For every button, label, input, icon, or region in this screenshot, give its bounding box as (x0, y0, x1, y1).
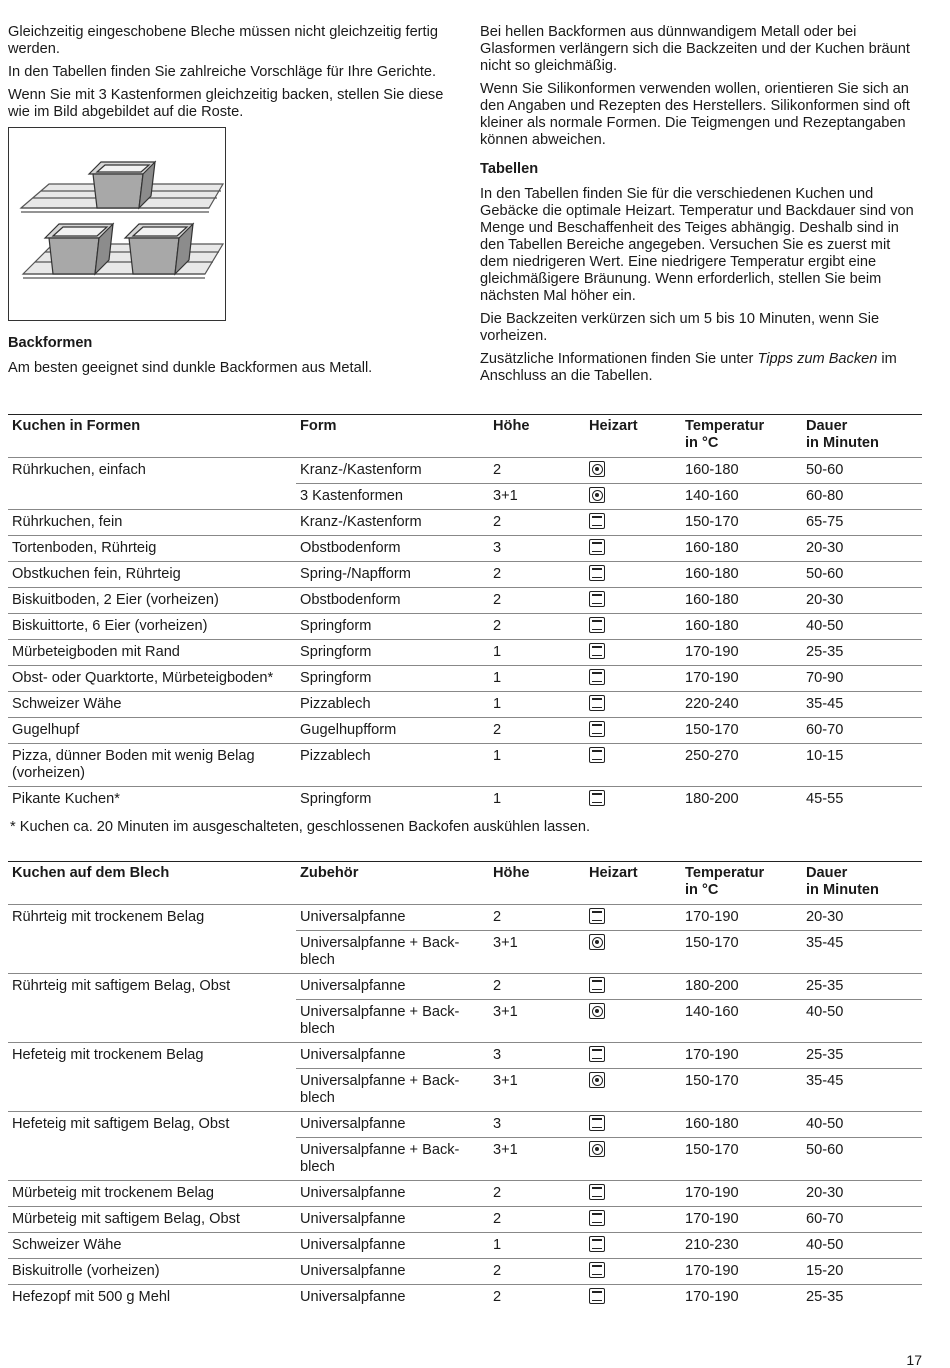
table-row (8, 1181, 922, 1207)
cell-form: Universalpfanne (296, 1181, 489, 1207)
cell-form: Springform (296, 787, 489, 813)
cell-item: Pikante Kuchen* (8, 787, 296, 813)
cell-form: Universalpfanne (296, 905, 489, 931)
right-paragraph-4: Die Backzeiten verkürzen sich um 5 bis 10 Minuten, wenn Sie vorheizen. (480, 311, 880, 344)
cell-dauer: 25-35 (802, 1043, 922, 1069)
cell-heizart (585, 614, 681, 640)
table-row (8, 536, 922, 562)
cell-hoehe: 1 (489, 1233, 585, 1259)
hot-air-icon (589, 934, 605, 950)
cell-temperatur: 250-270 (681, 744, 802, 787)
cell-dauer: 60-70 (802, 718, 922, 744)
cell-hoehe: 2 (489, 1285, 585, 1311)
top-bottom-heat-icon (589, 977, 605, 993)
cell-temperatur: 170-190 (681, 1181, 802, 1207)
kuchen-auf-dem-blech-table (8, 861, 922, 1310)
cell-hoehe: 3+1 (489, 484, 585, 510)
cell-temperatur: 150-170 (681, 931, 802, 974)
cell-form: Springform (296, 666, 489, 692)
cell-temperatur: 140-160 (681, 1000, 802, 1043)
cell-temperatur: 160-180 (681, 562, 802, 588)
cell-hoehe: 3 (489, 1112, 585, 1138)
table-row (8, 1285, 922, 1311)
cell-heizart (585, 974, 681, 1000)
cell-temperatur: 210-230 (681, 1233, 802, 1259)
cell-form: Universalpfanne (296, 1259, 489, 1285)
cell-dauer: 65-75 (802, 510, 922, 536)
cell-form: Universalpfanne (296, 1233, 489, 1259)
cell-dauer: 10-15 (802, 744, 922, 787)
cell-dauer: 40-50 (802, 1112, 922, 1138)
table-row (8, 614, 922, 640)
cell-dauer: 40-50 (802, 1000, 922, 1043)
cell-form: 3 Kastenformen (296, 484, 489, 510)
cell-hoehe: 2 (489, 1259, 585, 1285)
top-bottom-heat-icon (589, 908, 605, 924)
top-bottom-heat-icon (589, 747, 605, 763)
cell-form: Pizzablech (296, 744, 489, 787)
cell-hoehe: 3+1 (489, 1069, 585, 1112)
cell-heizart (585, 744, 681, 787)
top-bottom-heat-icon (589, 790, 605, 806)
backformen-heading: Backformen (8, 335, 93, 351)
cell-heizart (585, 1259, 681, 1285)
cell-form: Universalpfanne (296, 1285, 489, 1311)
header-dauer: Dauer in Minuten (802, 415, 922, 458)
cell-dauer: 70-90 (802, 666, 922, 692)
cell-temperatur: 170-190 (681, 1285, 802, 1311)
cell-item: Hefeteig mit saftigem Belag, Obst (8, 1112, 296, 1138)
right-paragraph-5: Zusätzliche Informationen finden Sie unter Tipps zum Backen im Anschluss an die Tabellen. (480, 351, 897, 384)
cell-heizart (585, 458, 681, 484)
tips-reference: Tipps zum Backen (757, 351, 878, 367)
header-form: Form (296, 415, 489, 458)
cell-dauer: 20-30 (802, 1181, 922, 1207)
cell-dauer: 25-35 (802, 1285, 922, 1311)
cell-form: Pizzablech (296, 692, 489, 718)
cell-form: Universalpfanne (296, 974, 489, 1000)
cell-hoehe: 2 (489, 1181, 585, 1207)
header-zubehoer: Zubehör (296, 862, 489, 905)
table-row (8, 1259, 922, 1285)
cell-form: Springform (296, 640, 489, 666)
cell-hoehe: 3+1 (489, 1138, 585, 1181)
header-temperatur: Temperatur in °C (681, 862, 802, 905)
table-row (8, 974, 922, 1000)
cell-form: Universalpfanne + Backblech (296, 1138, 489, 1181)
table-row (8, 588, 922, 614)
cell-item: Schweizer Wähe (8, 692, 296, 718)
cell-form: Universalpfanne (296, 1112, 489, 1138)
table-header-row (8, 862, 922, 905)
page-number: 17 (906, 1352, 922, 1368)
cell-temperatur: 170-190 (681, 1043, 802, 1069)
cell-heizart (585, 787, 681, 813)
cell-item: Pizza, dünner Boden mit wenig Belag (vorheizen) (8, 744, 296, 787)
cell-hoehe: 2 (489, 458, 585, 484)
cell-form: Obstbodenform (296, 536, 489, 562)
cell-heizart (585, 666, 681, 692)
cell-heizart (585, 1000, 681, 1043)
cell-item (8, 931, 296, 974)
intro-paragraph-1: Gleichzeitig eingeschobene Bleche müssen nicht gleichzeitig fertig werden. (8, 24, 438, 57)
cell-item: Biskuitboden, 2 Eier (vorheizen) (8, 588, 296, 614)
cell-form: Universalpfanne + Backblech (296, 1000, 489, 1043)
hot-air-icon (589, 461, 605, 477)
hot-air-icon (589, 1141, 605, 1157)
cell-temperatur: 150-170 (681, 1138, 802, 1181)
cell-item: Mürbeteig mit saftigem Belag, Obst (8, 1207, 296, 1233)
top-bottom-heat-icon (589, 1184, 605, 1200)
cell-item: Biskuitrolle (vorheizen) (8, 1259, 296, 1285)
cell-dauer: 50-60 (802, 562, 922, 588)
top-bottom-heat-icon (589, 591, 605, 607)
cell-heizart (585, 1181, 681, 1207)
right-paragraph-1: Bei hellen Backformen aus dünnwandigem Metall oder bei Glasformen verlängern sich die Backzeiten und der Kuchen bräunt nicht so gleichmäßig. (480, 24, 910, 74)
table-row (8, 787, 922, 813)
cell-temperatur: 170-190 (681, 640, 802, 666)
cell-temperatur: 170-190 (681, 1207, 802, 1233)
cell-temperatur: 170-190 (681, 1259, 802, 1285)
cell-item: Obstkuchen fein, Rührteig (8, 562, 296, 588)
top-bottom-heat-icon (589, 565, 605, 581)
top-bottom-heat-icon (589, 1262, 605, 1278)
table-header-row (8, 415, 922, 458)
cell-heizart (585, 1138, 681, 1181)
cell-temperatur: 170-190 (681, 666, 802, 692)
table-row (8, 744, 922, 787)
header-hoehe: Höhe (489, 862, 585, 905)
cell-form: Universalpfanne + Backblech (296, 931, 489, 974)
top-bottom-heat-icon (589, 539, 605, 555)
cell-hoehe: 1 (489, 666, 585, 692)
cell-hoehe: 1 (489, 787, 585, 813)
tabellen-heading: Tabellen (480, 161, 539, 177)
intro-paragraph-3: Wenn Sie mit 3 Kastenformen gleichzeitig backen, stellen Sie diese wie im Bild abgebildet auf die Roste. (8, 87, 444, 120)
table-row (8, 510, 922, 536)
cell-dauer: 40-50 (802, 1233, 922, 1259)
cell-hoehe: 3+1 (489, 1000, 585, 1043)
cell-hoehe: 1 (489, 692, 585, 718)
header-dauer: Dauer in Minuten (802, 862, 922, 905)
top-bottom-heat-icon (589, 1210, 605, 1226)
table-footnote: * Kuchen ca. 20 Minuten im ausgeschalteten, geschlossenen Backofen auskühlen lassen. (10, 819, 591, 835)
cell-hoehe: 2 (489, 562, 585, 588)
right-paragraph-2: Wenn Sie Silikonformen verwenden wollen, orientieren Sie sich an den Angaben und Rezepten des Herstellers. Silikonformen sind oft kleiner als normale Formen. Die Teigmengen und Rezeptangaben können abweichen. (480, 81, 910, 148)
cell-dauer: 45-55 (802, 787, 922, 813)
cell-heizart (585, 484, 681, 510)
table-row (8, 458, 922, 484)
table-row (8, 1000, 922, 1043)
cell-hoehe: 2 (489, 614, 585, 640)
cell-dauer: 20-30 (802, 536, 922, 562)
header-heizart: Heizart (585, 862, 681, 905)
cell-item: Rührteig mit trockenem Belag (8, 905, 296, 931)
cell-heizart (585, 692, 681, 718)
cell-heizart (585, 1069, 681, 1112)
cell-dauer: 35-45 (802, 931, 922, 974)
header-temperatur: Temperatur in °C (681, 415, 802, 458)
cell-hoehe: 3 (489, 536, 585, 562)
cell-heizart (585, 718, 681, 744)
cell-form: Gugelhupfform (296, 718, 489, 744)
table-row (8, 692, 922, 718)
top-bottom-heat-icon (589, 617, 605, 633)
table-row (8, 640, 922, 666)
table-row (8, 1207, 922, 1233)
top-bottom-heat-icon (589, 669, 605, 685)
cell-item (8, 1138, 296, 1181)
cell-dauer: 60-70 (802, 1207, 922, 1233)
cell-item: Mürbeteig mit trockenem Belag (8, 1181, 296, 1207)
right-column (480, 24, 920, 391)
cell-dauer: 20-30 (802, 588, 922, 614)
cell-dauer: 35-45 (802, 692, 922, 718)
cell-temperatur: 180-200 (681, 974, 802, 1000)
cell-item: Hefeteig mit trockenem Belag (8, 1043, 296, 1069)
cell-temperatur: 150-170 (681, 510, 802, 536)
top-bottom-heat-icon (589, 1288, 605, 1304)
table-row (8, 666, 922, 692)
table-row (8, 484, 922, 510)
table-row (8, 931, 922, 974)
left-column (8, 24, 448, 383)
top-bottom-heat-icon (589, 1046, 605, 1062)
table-row (8, 1233, 922, 1259)
cell-temperatur: 160-180 (681, 1112, 802, 1138)
cell-hoehe: 2 (489, 905, 585, 931)
table-row (8, 905, 922, 931)
cell-heizart (585, 931, 681, 974)
cell-temperatur: 160-180 (681, 458, 802, 484)
table-row (8, 1138, 922, 1181)
kuchen-in-formen-table (8, 414, 922, 812)
cell-dauer: 60-80 (802, 484, 922, 510)
right-paragraph-3: In den Tabellen finden Sie für die verschiedenen Kuchen und Gebäcke die optimale Heizart. Temperatur und Backdauer sind von Menge und Beschaffenheit des Teiges abhängig. Deshalb sind in den Tabellen Bereiche angegeben. Versuchen Sie es zuerst mit dem niedrigeren Wert. Eine niedrigere Temperatur ergibt eine gleichmäßigere Bräunung. Wenn erforderlich, stellen Sie beim nächsten Mal höher ein. (480, 186, 914, 304)
cell-temperatur: 170-190 (681, 905, 802, 931)
cell-form: Spring-/Napfform (296, 562, 489, 588)
cell-form: Universalpfanne (296, 1043, 489, 1069)
cell-dauer: 50-60 (802, 1138, 922, 1181)
table-row (8, 1043, 922, 1069)
cell-dauer: 35-45 (802, 1069, 922, 1112)
backformen-text: Am besten geeignet sind dunkle Backformen aus Metall. (8, 360, 373, 376)
top-bottom-heat-icon (589, 721, 605, 737)
cell-heizart (585, 510, 681, 536)
cell-heizart (585, 1112, 681, 1138)
cell-dauer: 25-35 (802, 974, 922, 1000)
cell-temperatur: 180-200 (681, 787, 802, 813)
cell-hoehe: 2 (489, 588, 585, 614)
table-row (8, 718, 922, 744)
cell-hoehe: 1 (489, 744, 585, 787)
top-bottom-heat-icon (589, 643, 605, 659)
header-kuchen-blech: Kuchen auf dem Blech (8, 862, 296, 905)
table-row (8, 562, 922, 588)
cell-temperatur: 150-170 (681, 718, 802, 744)
cell-temperatur: 160-180 (681, 588, 802, 614)
hot-air-icon (589, 1072, 605, 1088)
cell-form: Universalpfanne + Backblech (296, 1069, 489, 1112)
baking-pans-illustration (8, 127, 226, 321)
hot-air-icon (589, 1003, 605, 1019)
cell-form: Springform (296, 614, 489, 640)
cell-heizart (585, 1207, 681, 1233)
cell-temperatur: 140-160 (681, 484, 802, 510)
cell-item: Obst- oder Quarktorte, Mürbeteigboden* (8, 666, 296, 692)
cell-item: Rührkuchen, fein (8, 510, 296, 536)
cell-item (8, 1000, 296, 1043)
cell-item: Gugelhupf (8, 718, 296, 744)
cell-temperatur: 220-240 (681, 692, 802, 718)
cell-heizart (585, 1285, 681, 1311)
cell-form: Kranz-/Kastenform (296, 458, 489, 484)
rack-with-loaf-pans-image (9, 128, 225, 320)
cell-heizart (585, 1043, 681, 1069)
table-row (8, 1069, 922, 1112)
cell-heizart (585, 1233, 681, 1259)
cell-hoehe: 2 (489, 510, 585, 536)
cell-heizart (585, 640, 681, 666)
top-bottom-heat-icon (589, 513, 605, 529)
header-kuchen: Kuchen in Formen (8, 415, 296, 458)
cell-hoehe: 2 (489, 718, 585, 744)
cell-dauer: 20-30 (802, 905, 922, 931)
cell-form: Obstbodenform (296, 588, 489, 614)
header-heizart: Heizart (585, 415, 681, 458)
top-bottom-heat-icon (589, 1115, 605, 1131)
cell-item (8, 1069, 296, 1112)
top-bottom-heat-icon (589, 695, 605, 711)
cell-dauer: 15-20 (802, 1259, 922, 1285)
cell-temperatur: 150-170 (681, 1069, 802, 1112)
top-bottom-heat-icon (589, 1236, 605, 1252)
cell-temperatur: 160-180 (681, 614, 802, 640)
cell-dauer: 50-60 (802, 458, 922, 484)
cell-heizart (585, 588, 681, 614)
cell-hoehe: 3+1 (489, 931, 585, 974)
header-hoehe: Höhe (489, 415, 585, 458)
cell-item (8, 484, 296, 510)
cell-item: Rührteig mit saftigem Belag, Obst (8, 974, 296, 1000)
cell-item: Schweizer Wähe (8, 1233, 296, 1259)
table-row (8, 1112, 922, 1138)
cell-form: Universalpfanne (296, 1207, 489, 1233)
cell-heizart (585, 905, 681, 931)
cell-hoehe: 2 (489, 974, 585, 1000)
cell-hoehe: 3 (489, 1043, 585, 1069)
cell-hoehe: 2 (489, 1207, 585, 1233)
cell-hoehe: 1 (489, 640, 585, 666)
cell-item: Hefezopf mit 500 g Mehl (8, 1285, 296, 1311)
intro-paragraph-2: In den Tabellen finden Sie zahlreiche Vorschläge für Ihre Gerichte. (8, 64, 437, 80)
cell-temperatur: 160-180 (681, 536, 802, 562)
cell-item: Rührkuchen, einfach (8, 458, 296, 484)
cell-item: Biskuittorte, 6 Eier (vorheizen) (8, 614, 296, 640)
hot-air-icon (589, 487, 605, 503)
cell-dauer: 25-35 (802, 640, 922, 666)
cell-item: Mürbeteigboden mit Rand (8, 640, 296, 666)
cell-heizart (585, 536, 681, 562)
cell-form: Kranz-/Kastenform (296, 510, 489, 536)
cell-item: Tortenboden, Rührteig (8, 536, 296, 562)
cell-dauer: 40-50 (802, 614, 922, 640)
cell-heizart (585, 562, 681, 588)
